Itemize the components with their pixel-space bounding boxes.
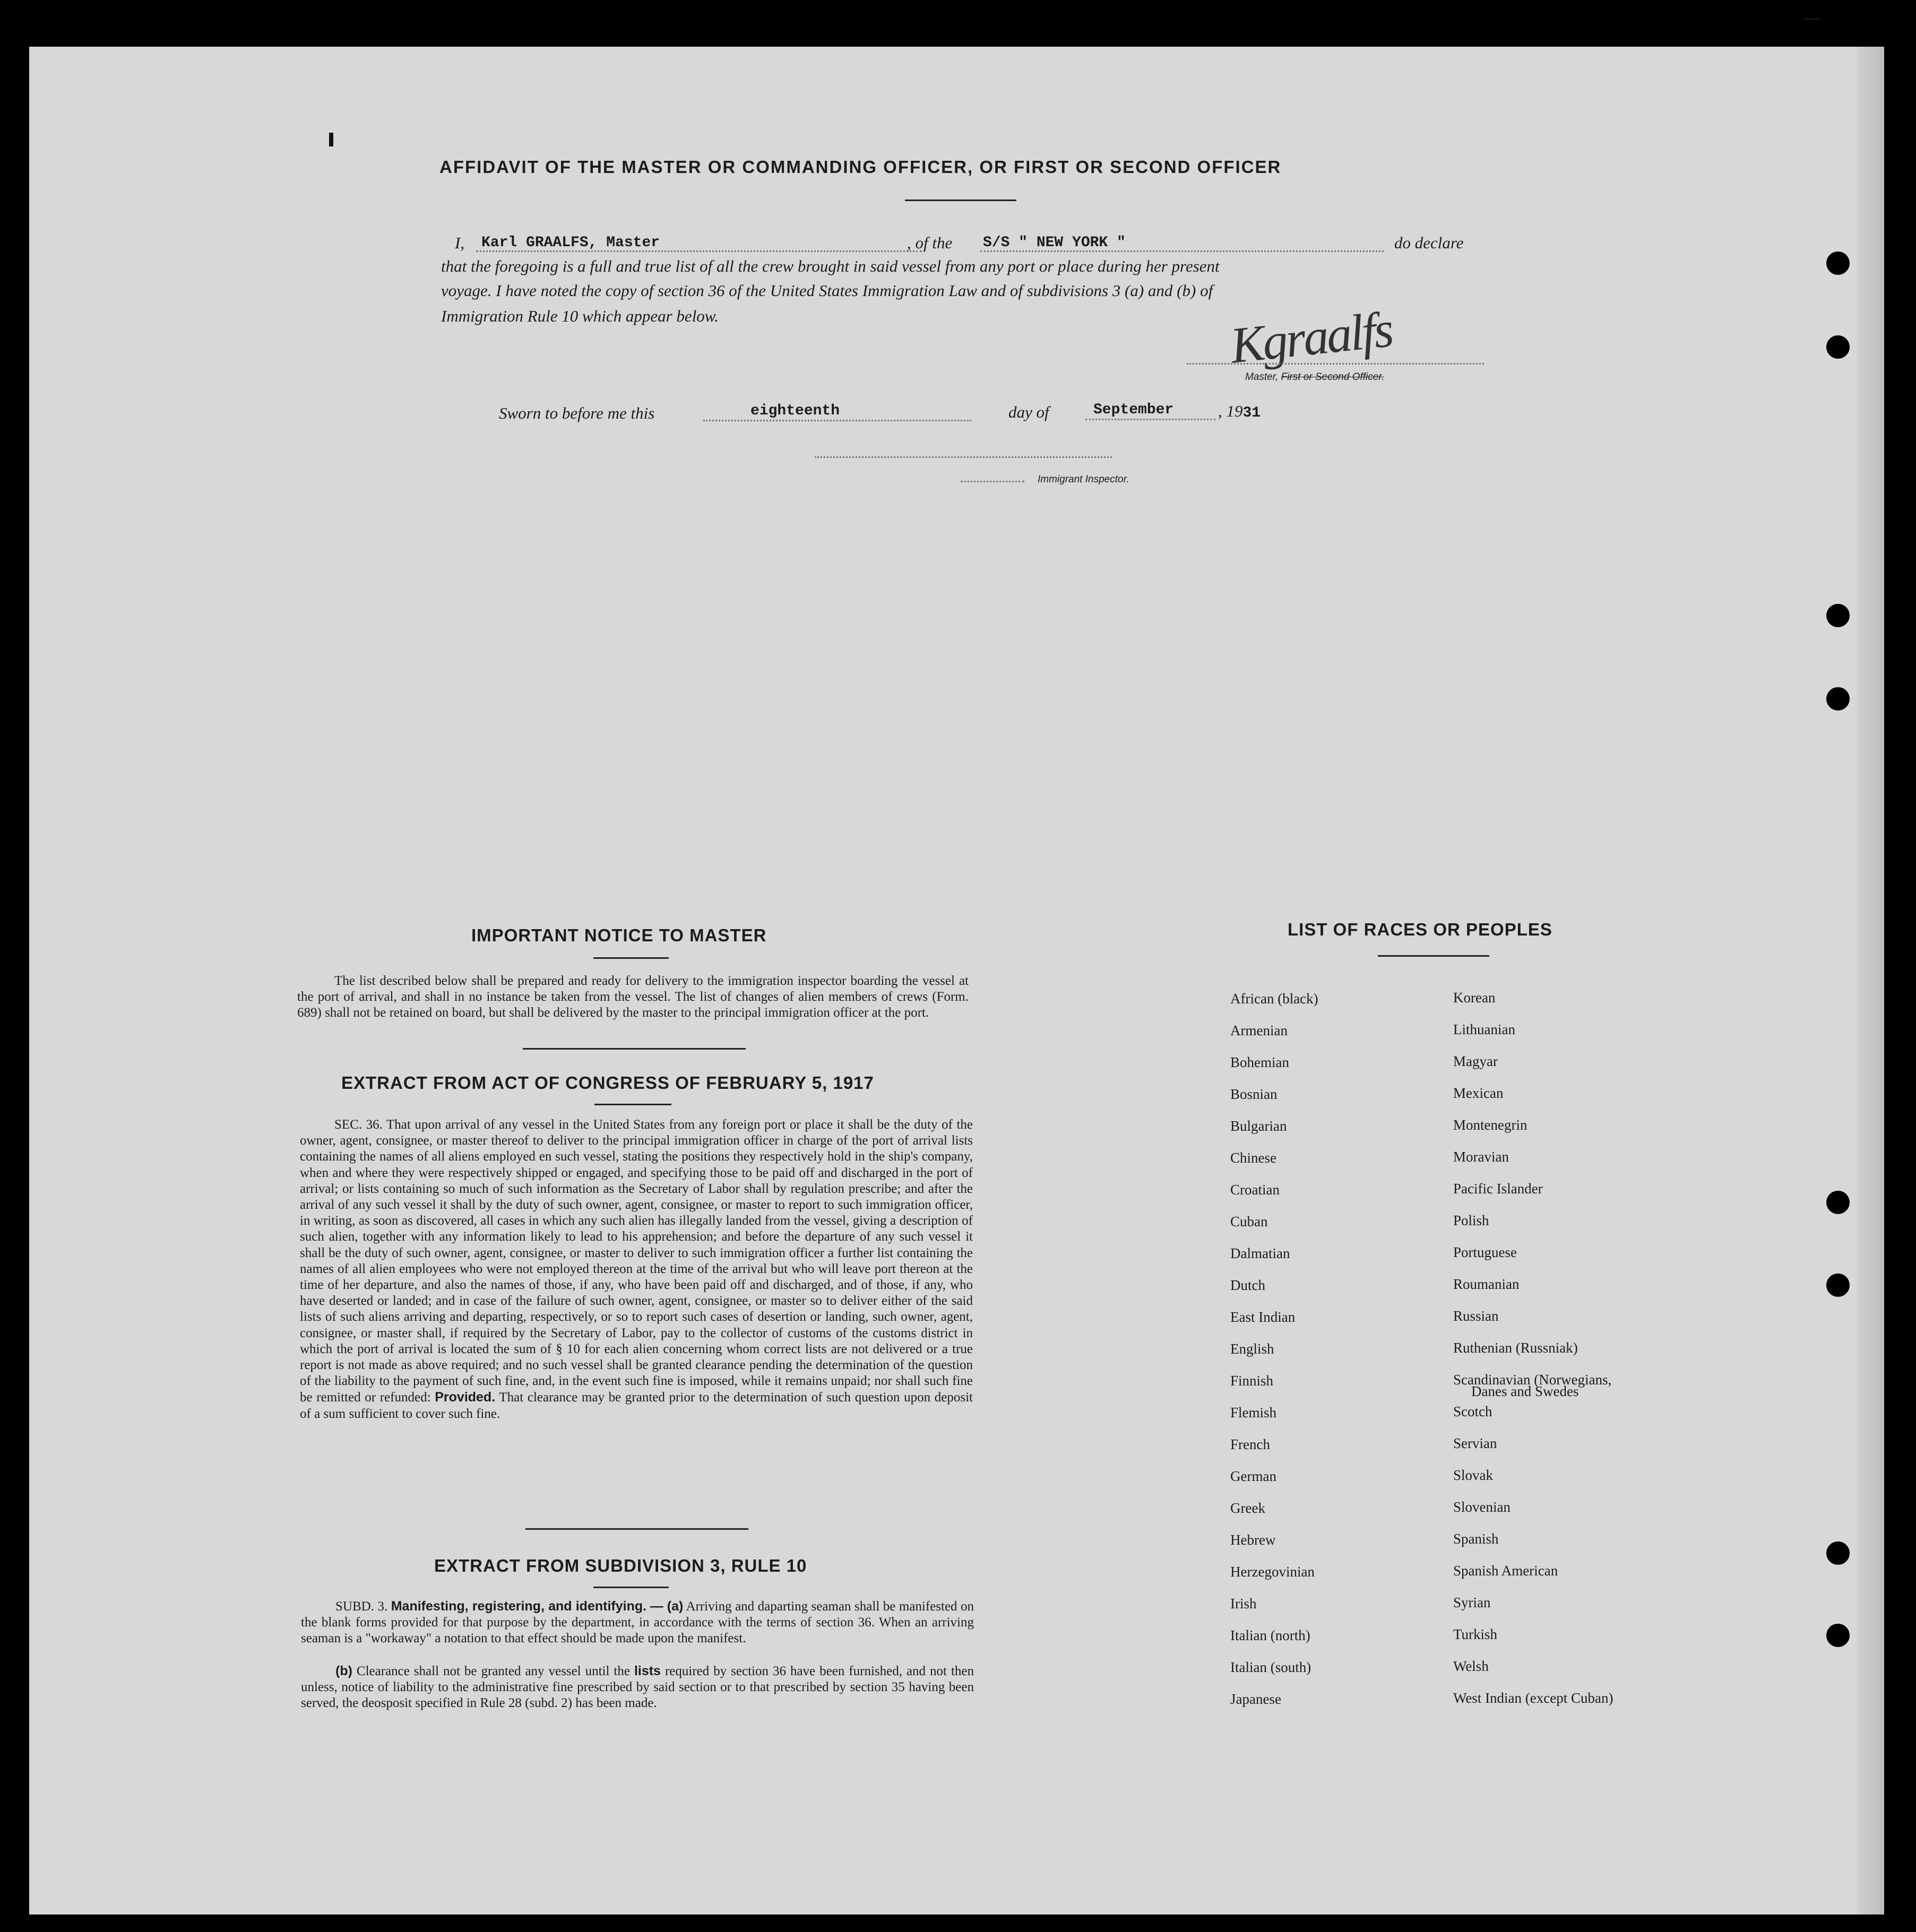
act-title: EXTRACT FROM ACT OF CONGRESS OF FEBRUARY 5, 1917 [341,1073,874,1093]
subd-a-label: — (a) [650,1599,684,1614]
signature-caption [1245,371,1384,383]
year-suffix: 31 [1242,405,1261,421]
races-right-column [1453,982,1613,1714]
punch-hole [1826,335,1850,359]
affidavit-line-4: Immigration Rule 10 which appear below. [441,307,719,325]
race-item: Slovenian [1453,1499,1511,1515]
i-label: I, [455,233,465,252]
race-item: Montenegrin [1453,1117,1527,1133]
caption-master: Master, [1245,371,1279,383]
affidavit-title: AFFIDAVIT OF THE MASTER OR COMMANDING OFFICER, OR FIRST OR SECOND OFFICER [439,157,1282,177]
races-title: LIST OF RACES OR PEOPLES [1288,920,1552,939]
subd-a-text: Arriving and daparting seaman shall be manifested on the blank forms provided for that purpose by the department, in accordance with the terms of section 36. When an arriving seaman is a "workaway" a notation to that effect should be made upon the manifest. [301,1599,974,1645]
race-item: Japanese [1230,1691,1281,1707]
act-title-underline [594,1104,671,1105]
race-item: Herzegovinian [1230,1564,1315,1580]
punch-hole [1826,1191,1850,1214]
affidavit-line-3: voyage. I have noted the copy of section 36 of the United States Immigration Law and of subdivisions 3 (a) and (b) of [441,281,1213,300]
race-item: Italian (north) [1230,1627,1310,1643]
subd-b-label: (b) [335,1664,352,1678]
race-item: Korean [1453,990,1496,1006]
inspector-caption: Immigrant Inspector. [1038,474,1129,485]
race-item: Chinese [1230,1150,1276,1166]
race-item: Welsh [1453,1658,1489,1674]
race-item: Bosnian [1230,1086,1278,1102]
notice-text: The list described below shall be prepared and ready for delivery to the immigration inspector boarding the vessel at the port of arrival, and shall in no instance be taken from the vessel. The list of changes of alien members of crews (Form. 689) shall not be retained on board, but shall be delivered by the master to the principal immigration officer at the port. [297,974,969,1020]
rule10-para-a [301,1598,974,1647]
affidavit-line-2: that the foregoing is a full and true list of all the crew brought in said vessel from any port or place during her present [441,257,1220,275]
race-item: Turkish [1453,1626,1498,1642]
rule10-title-underline [593,1587,669,1588]
affidavit-line-1 [455,233,1485,257]
scan-mark [329,133,333,146]
act-text [300,1117,973,1422]
race-item: Pacific Islander [1453,1181,1543,1197]
race-item: Russian [1453,1308,1499,1324]
caption-struck-text: First or Second Officer. [1281,371,1385,383]
race-item: Finnish [1230,1373,1274,1389]
subd-label: SUBD. 3. [335,1599,388,1614]
race-item: Bohemian [1230,1054,1289,1070]
race-item: Servian [1453,1435,1497,1451]
race-scandinavian-continuation: Danes and Swedes [1471,1383,1579,1399]
notice-title: IMPORTANT NOTICE TO MASTER [471,925,767,945]
race-item: Syrian [1453,1595,1491,1610]
act-provided: Provided. [435,1390,496,1405]
page-edge-shadow [1858,47,1884,1914]
punch-hole [1826,687,1850,711]
year-prefix: , 19 [1218,402,1243,420]
subd-b-lists: lists [634,1664,661,1678]
race-item: Scotch [1453,1403,1492,1419]
sworn-month-value: September [1093,402,1174,418]
master-name-value: Karl GRAALFS, Master [481,235,660,251]
day-of-label: day of [1008,403,1049,421]
race-item: Flemish [1230,1405,1277,1420]
race-item: Ruthenian (Russniak) [1453,1340,1578,1356]
act-divider [525,1528,748,1530]
race-item: Portuguese [1453,1244,1517,1260]
race-item: West Indian (except Cuban) [1453,1690,1613,1706]
race-item: Magyar [1453,1053,1498,1069]
master-signature: Kgraalfs [1228,300,1394,374]
punch-hole [1826,1273,1850,1297]
race-item: East Indian [1230,1309,1296,1325]
vessel-name-value: S/S " NEW YORK " [983,235,1126,251]
race-item: Polish [1453,1212,1489,1228]
act-text-body: SEC. 36. That upon arrival of any vessel in the United States from any foreign port or place it shall be the duty of the owner, agent, consignee, or master thereof to deliver to the principal immigration officer in charge of the port of arrival lists containing the names of all aliens employed en such vessel, stating the positions they respectively hold in the ship's company, when and where they were respectively shipped or engaged, and specifying those to be paid off and discharged in the port of arrival; or lists containing so much of such information as the Secretary of Labor shall by regulation prescribe; and after the arrival of any such vessel it shall by the duty of such owner, agent, consignee, or master to report to such immigration officer, in writing, as soon as discovered, all cases in which any such alien has illegally landed from the vessel, giving a description of such alien, together with any information likely to lead to his apprehension; and before the departure of any such vessel it shall be the duty of such owner, agent, consignee, or master to deliver to such immigration officer a further list containing the names of all alien employees who were not employed thereon at the time of the arrival but who will leave port thereon at the time of her departure, and also the names of those, if any, who have been paid off and discharged, and of those, if any, who have deserted or landed; and in case of the failure of such owner, agent, consignee, or master so to deliver either of the said lists of such aliens arriving and departing, respectively, or so to report such cases of desertion or landing, such owner, agent, consignee, or master shall, if required by the Secretary of Labor, pay to the collector of customs of the customs district in which the port of arrival is located the sum of § 10 for each alien concerning whom correct lists are not delivered or a true report is not made as above required; and no such vessel shall be granted clearance pending the determination of the question of the liability to the payment of such fine, and, in the event such fine is imposed, while it remains unpaid; nor shall such fine be remitted or refunded: [300,1117,973,1405]
race-item: Roumanian [1453,1276,1520,1292]
title-underline [905,200,1016,201]
punch-hole [1826,252,1850,275]
sworn-label: Sworn to before me this [499,404,655,422]
race-item: Moravian [1453,1149,1509,1165]
punch-hole [1826,604,1850,627]
race-item: French [1230,1436,1270,1452]
subd-b-text-2: required by section 36 have been furnished, and not then unless, notice of liability to the administrative fine prescribed by said section or to that prescribed by section 35 having been served, the deosposit specified in Rule 28 (subd. 2) has been made. [301,1664,974,1710]
race-item: Spanish [1453,1531,1499,1547]
notice-divider [523,1048,746,1050]
sworn-line [499,402,1322,428]
of-the-label: , of the [907,233,953,252]
race-item: Spanish American [1453,1563,1558,1579]
race-item: Bulgarian [1230,1118,1287,1134]
rule10-para-b [301,1663,974,1711]
race-item: African (black) [1230,991,1318,1007]
race-item: Dutch [1230,1277,1265,1293]
vessel-fill-line [980,250,1384,252]
race-item: Dalmatian [1230,1245,1290,1261]
signature-line [1187,363,1484,365]
races-left-column [1230,983,1318,1715]
race-item: Italian (south) [1230,1659,1311,1675]
subd-heading: Manifesting, registering, and identifying. [391,1599,647,1614]
day-fill-line [703,420,971,421]
subd-b-text-1: Clearance shall not be granted any vessel until the [352,1664,634,1678]
sworn-day-value: eighteenth [750,403,840,419]
race-item: Armenian [1230,1023,1288,1038]
race-item: Croatian [1230,1182,1280,1198]
race-item: Hebrew [1230,1532,1276,1548]
race-item: English [1230,1341,1274,1357]
punch-hole [1826,1624,1850,1647]
act-text-end: That clearance may be granted prior to the determination of such question upon deposit of a sum sufficient to cover such fine. [300,1390,973,1421]
do-declare-label: do declare [1394,233,1464,252]
punch-hole [1826,1541,1850,1565]
month-fill-line [1085,419,1215,420]
inspector-signature-line [815,456,1112,458]
race-item: Slovak [1453,1467,1494,1483]
race-item: Greek [1230,1500,1265,1516]
race-item: German [1230,1468,1276,1484]
race-item: Mexican [1453,1085,1504,1101]
name-fill-line [476,250,922,252]
notice-title-underline [593,957,669,959]
races-title-underline [1378,955,1489,957]
year-label [1218,402,1261,421]
race-item: Irish [1230,1596,1257,1612]
race-item: Scandinavian (Norwegians, [1453,1372,1612,1388]
rule10-title: EXTRACT FROM SUBDIVISION 3, RULE 10 [434,1556,807,1575]
scan-mark [1805,18,1820,20]
inspector-signature-line-2 [961,481,1024,482]
race-item: Cuban [1230,1214,1268,1229]
race-item: Lithuanian [1453,1021,1515,1037]
